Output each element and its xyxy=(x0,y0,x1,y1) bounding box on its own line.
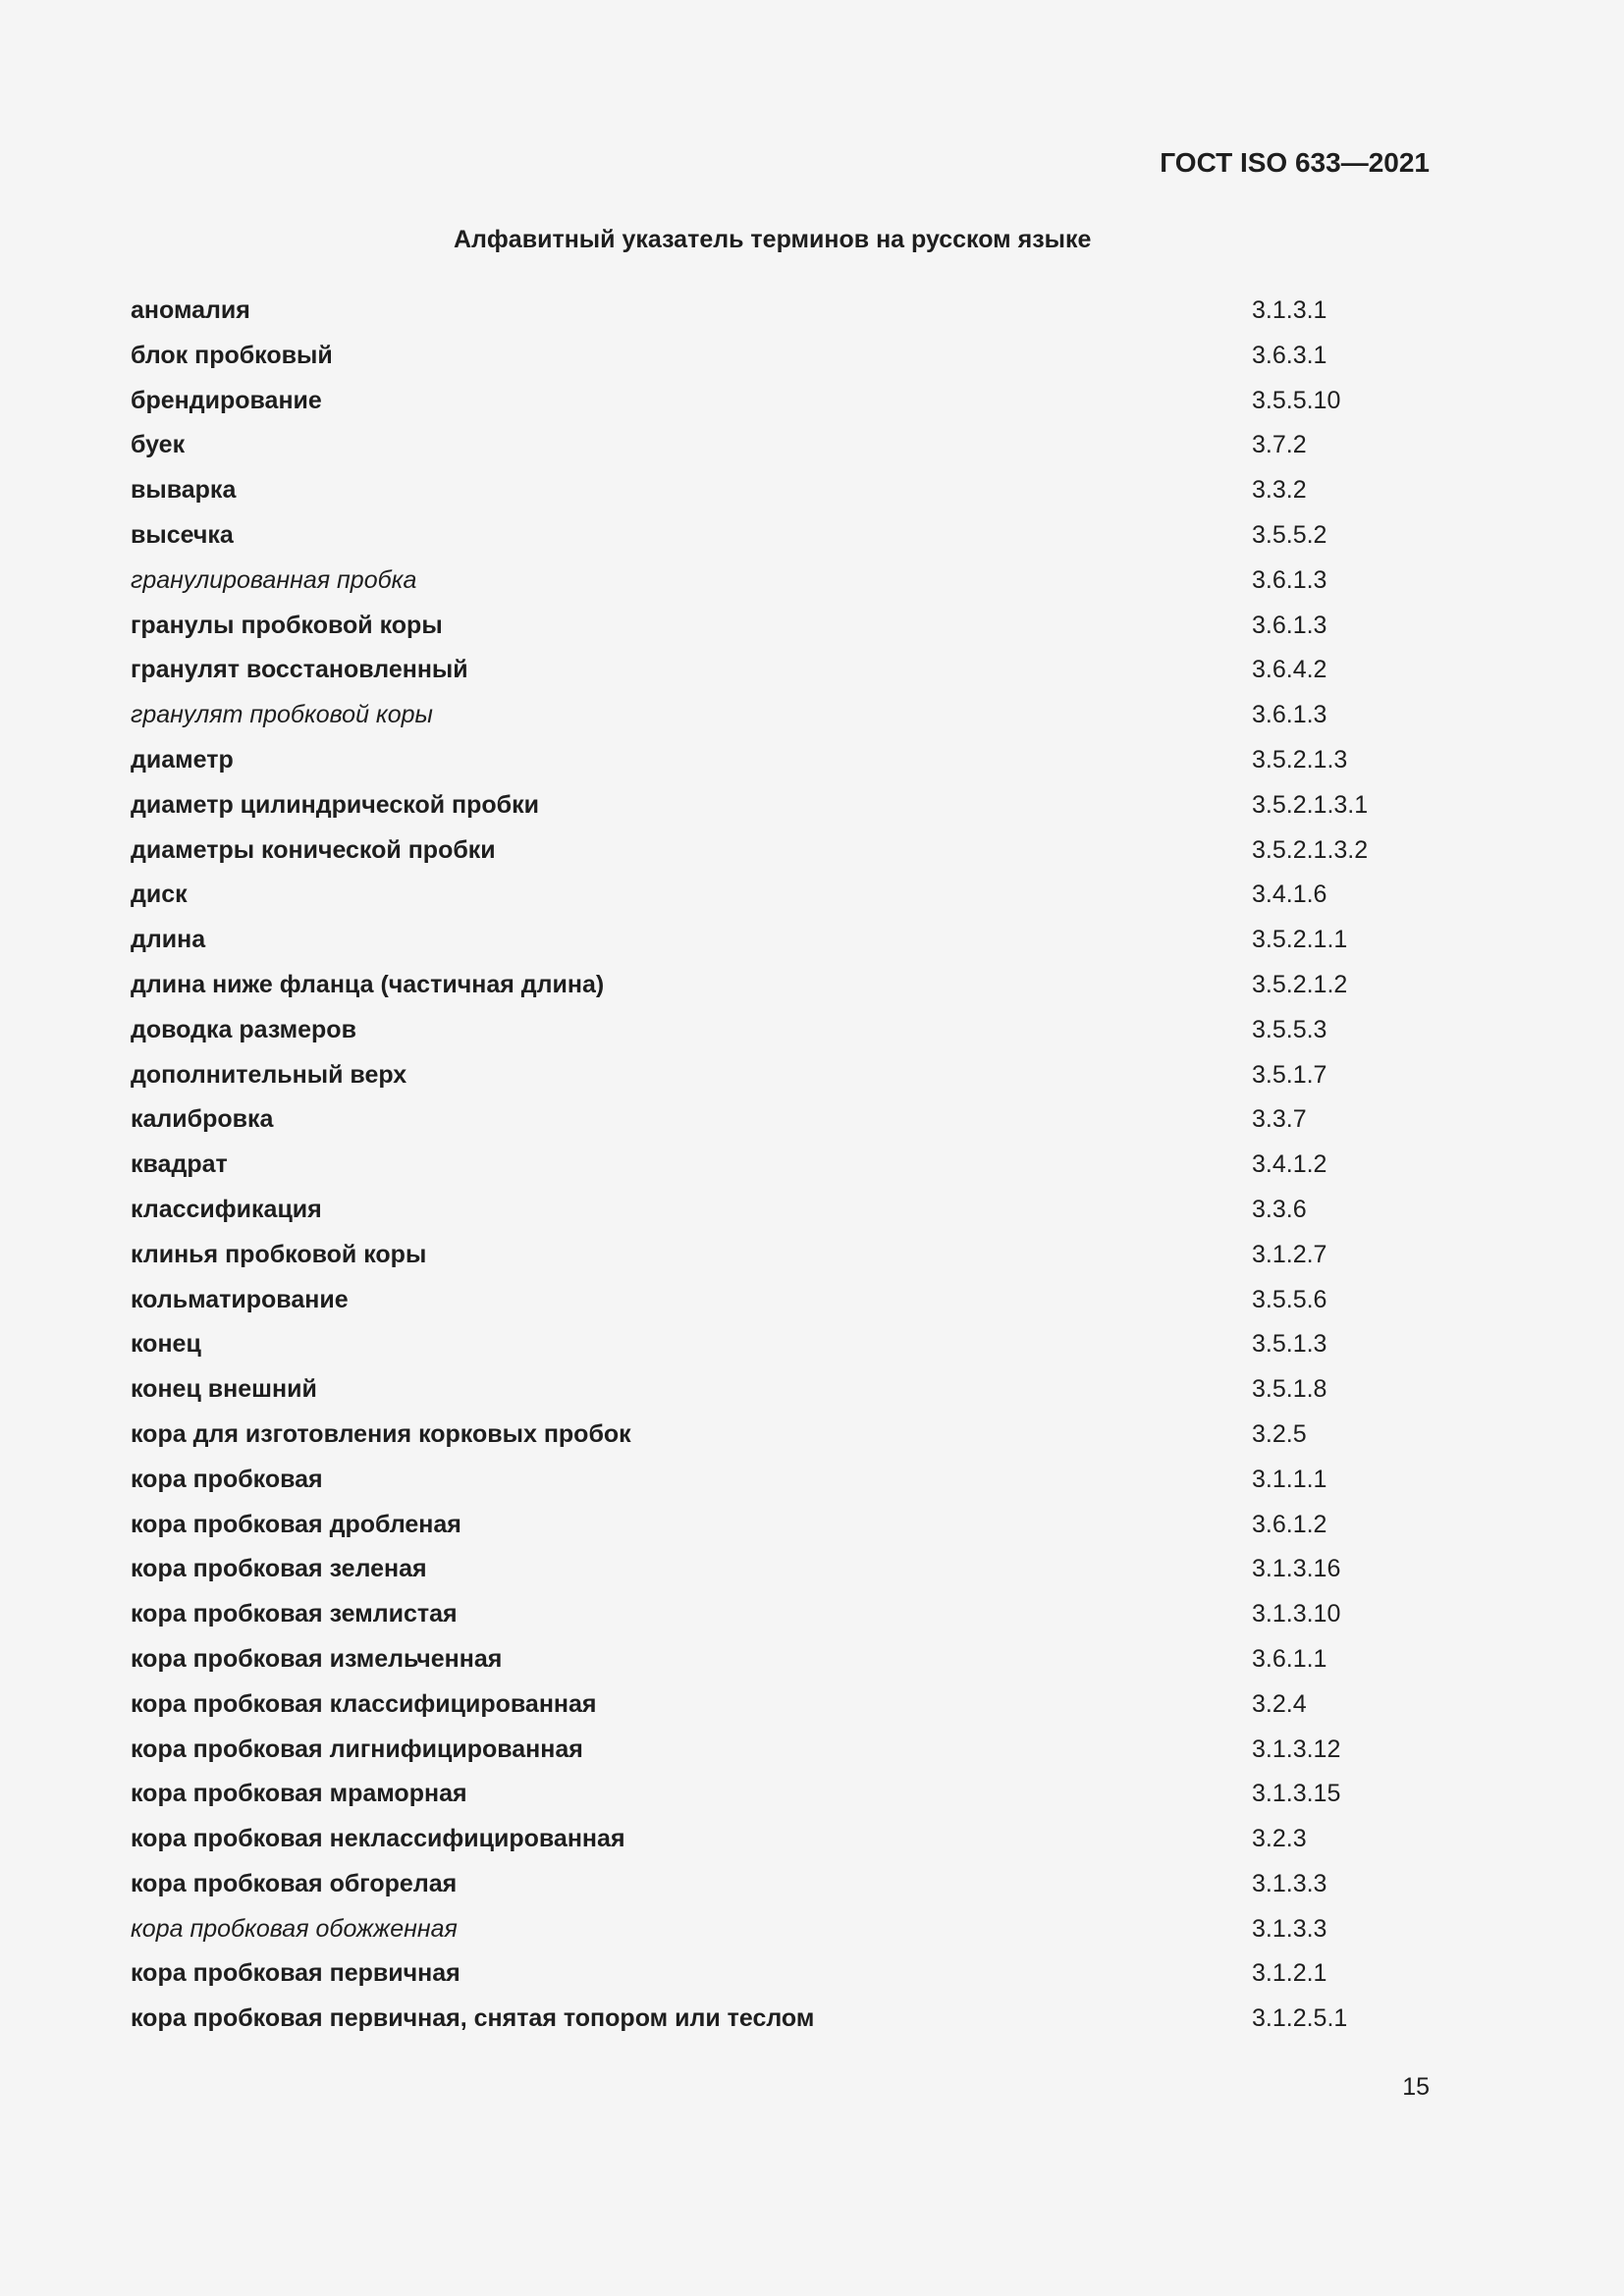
entry-reference: 3.1.3.12 xyxy=(1252,1735,1341,1763)
index-entry xyxy=(131,701,1407,746)
index-entry xyxy=(131,1466,1407,1511)
index-entry xyxy=(131,296,1407,342)
index-entry xyxy=(131,746,1407,791)
entry-term: квадрат xyxy=(131,1150,228,1179)
entry-term: гранулы пробковой коры xyxy=(131,611,443,639)
entry-term: кора пробковая обожженная xyxy=(131,1914,458,1943)
entry-term: кора пробковая землистая xyxy=(131,1600,458,1629)
index-entry xyxy=(131,791,1407,836)
index-entry xyxy=(131,1420,1407,1466)
entry-term: дополнительный верх xyxy=(131,1060,407,1089)
index-entry xyxy=(131,2004,1407,2050)
entry-reference: 3.1.3.3 xyxy=(1252,1914,1327,1943)
entry-term: кольматирование xyxy=(131,1285,349,1313)
entry-term: буек xyxy=(131,431,186,459)
entry-reference: 3.5.2.1.2 xyxy=(1252,970,1348,998)
entry-reference: 3.3.2 xyxy=(1252,476,1307,505)
entry-term: конец внешний xyxy=(131,1375,317,1404)
index-entry xyxy=(131,926,1407,971)
entry-reference: 3.2.3 xyxy=(1252,1825,1307,1853)
index-entry xyxy=(131,1511,1407,1556)
entry-reference: 3.6.1.3 xyxy=(1252,701,1327,729)
entry-term: высечка xyxy=(131,520,234,549)
index-entry xyxy=(131,836,1407,881)
entry-term: аномалия xyxy=(131,296,250,324)
entry-reference: 3.1.3.1 xyxy=(1252,296,1327,324)
index-entry xyxy=(131,1600,1407,1645)
entry-reference: 3.5.2.1.1 xyxy=(1252,926,1348,954)
index-entry xyxy=(131,1196,1407,1241)
entry-term: доводка размеров xyxy=(131,1015,356,1043)
entry-reference: 3.4.1.6 xyxy=(1252,881,1327,909)
entry-term: кора пробковая классифицированная xyxy=(131,1689,597,1718)
index-entry xyxy=(131,431,1407,476)
entry-reference: 3.1.3.10 xyxy=(1252,1600,1341,1629)
entry-term: диаметр xyxy=(131,745,234,774)
index-entry xyxy=(131,521,1407,566)
index-entry xyxy=(131,1825,1407,1870)
entry-term: кора пробковая первичная, снятая топором или теслом xyxy=(131,2004,815,2033)
entry-term: брендирование xyxy=(131,386,322,414)
index-entry xyxy=(131,387,1407,432)
entry-term: калибровка xyxy=(131,1105,274,1134)
index-entry xyxy=(131,1870,1407,1915)
entry-term: кора пробковая дробленая xyxy=(131,1510,461,1538)
entry-term: гранулят восстановленный xyxy=(131,656,468,684)
entry-term: гранулят пробковой коры xyxy=(131,701,433,729)
index-entry xyxy=(131,1286,1407,1331)
index-entry xyxy=(131,1645,1407,1690)
entry-term: кора для изготовления корковых пробок xyxy=(131,1419,631,1448)
term-index-list xyxy=(131,296,1407,2050)
entry-reference: 3.1.2.5.1 xyxy=(1252,2004,1348,2033)
document-header: ГОСТ ISO 633—2021 xyxy=(1160,147,1430,178)
entry-reference: 3.3.6 xyxy=(1252,1195,1307,1223)
entry-term: диаметры конической пробки xyxy=(131,835,496,864)
entry-term: длина xyxy=(131,926,206,954)
entry-term: конец xyxy=(131,1330,201,1359)
index-entry xyxy=(131,612,1407,657)
entry-reference: 3.5.5.2 xyxy=(1252,520,1327,549)
index-entry xyxy=(131,1959,1407,2004)
index-entry xyxy=(131,1915,1407,1960)
entry-term: клинья пробковой коры xyxy=(131,1240,427,1268)
index-entry xyxy=(131,1150,1407,1196)
index-entry xyxy=(131,1780,1407,1825)
entry-term: кора пробковая мраморная xyxy=(131,1780,467,1808)
entry-term: длина ниже фланца (частичная длина) xyxy=(131,970,605,998)
entry-term: диск xyxy=(131,881,188,909)
index-entry xyxy=(131,1555,1407,1600)
entry-reference: 3.5.5.6 xyxy=(1252,1285,1327,1313)
index-entry xyxy=(131,1735,1407,1781)
entry-term: кора пробковая лигнифицированная xyxy=(131,1735,583,1763)
index-entry xyxy=(131,1061,1407,1106)
index-entry xyxy=(131,656,1407,701)
entry-reference: 3.1.3.3 xyxy=(1252,1869,1327,1897)
page-number: 15 xyxy=(1402,2073,1430,2101)
entry-reference: 3.2.4 xyxy=(1252,1689,1307,1718)
entry-reference: 3.5.1.7 xyxy=(1252,1060,1327,1089)
entry-reference: 3.5.1.3 xyxy=(1252,1330,1327,1359)
index-entry xyxy=(131,881,1407,926)
entry-reference: 3.1.1.1 xyxy=(1252,1465,1327,1493)
entry-reference: 3.5.5.10 xyxy=(1252,386,1341,414)
index-entry xyxy=(131,1105,1407,1150)
index-entry xyxy=(131,1016,1407,1061)
index-entry xyxy=(131,1241,1407,1286)
entry-reference: 3.5.2.1.3 xyxy=(1252,745,1348,774)
entry-reference: 3.6.1.3 xyxy=(1252,565,1327,594)
index-entry xyxy=(131,971,1407,1016)
index-title: Алфавитный указатель терминов на русском языке xyxy=(454,226,1092,253)
entry-term: выварка xyxy=(131,476,237,505)
entry-term: блок пробковый xyxy=(131,341,333,369)
entry-term: кора пробковая обгорелая xyxy=(131,1869,458,1897)
entry-reference: 3.5.2.1.3.1 xyxy=(1252,790,1369,819)
index-entry xyxy=(131,1690,1407,1735)
entry-reference: 3.1.2.7 xyxy=(1252,1240,1327,1268)
entry-reference: 3.4.1.2 xyxy=(1252,1150,1327,1179)
entry-reference: 3.6.1.3 xyxy=(1252,611,1327,639)
entry-reference: 3.6.1.2 xyxy=(1252,1510,1327,1538)
entry-reference: 3.5.1.8 xyxy=(1252,1375,1327,1404)
index-entry xyxy=(131,342,1407,387)
entry-term: кора пробковая зеленая xyxy=(131,1555,427,1583)
entry-reference: 3.6.4.2 xyxy=(1252,656,1327,684)
entry-reference: 3.1.3.16 xyxy=(1252,1555,1341,1583)
entry-reference: 3.7.2 xyxy=(1252,431,1307,459)
entry-term: гранулированная пробка xyxy=(131,565,417,594)
entry-term: классификация xyxy=(131,1195,322,1223)
entry-term: кора пробковая измельченная xyxy=(131,1644,503,1673)
entry-reference: 3.3.7 xyxy=(1252,1105,1307,1134)
entry-term: диаметр цилиндрической пробки xyxy=(131,790,539,819)
entry-reference: 3.6.3.1 xyxy=(1252,341,1327,369)
entry-reference: 3.1.3.15 xyxy=(1252,1780,1341,1808)
entry-reference: 3.5.2.1.3.2 xyxy=(1252,835,1369,864)
entry-reference: 3.2.5 xyxy=(1252,1419,1307,1448)
entry-reference: 3.5.5.3 xyxy=(1252,1015,1327,1043)
index-entry xyxy=(131,476,1407,521)
entry-reference: 3.6.1.1 xyxy=(1252,1644,1327,1673)
entry-term: кора пробковая xyxy=(131,1465,323,1493)
index-entry xyxy=(131,566,1407,612)
index-entry xyxy=(131,1330,1407,1375)
entry-term: кора пробковая неклассифицированная xyxy=(131,1825,625,1853)
entry-reference: 3.1.2.1 xyxy=(1252,1959,1327,1988)
index-entry xyxy=(131,1375,1407,1420)
entry-term: кора пробковая первичная xyxy=(131,1959,460,1988)
